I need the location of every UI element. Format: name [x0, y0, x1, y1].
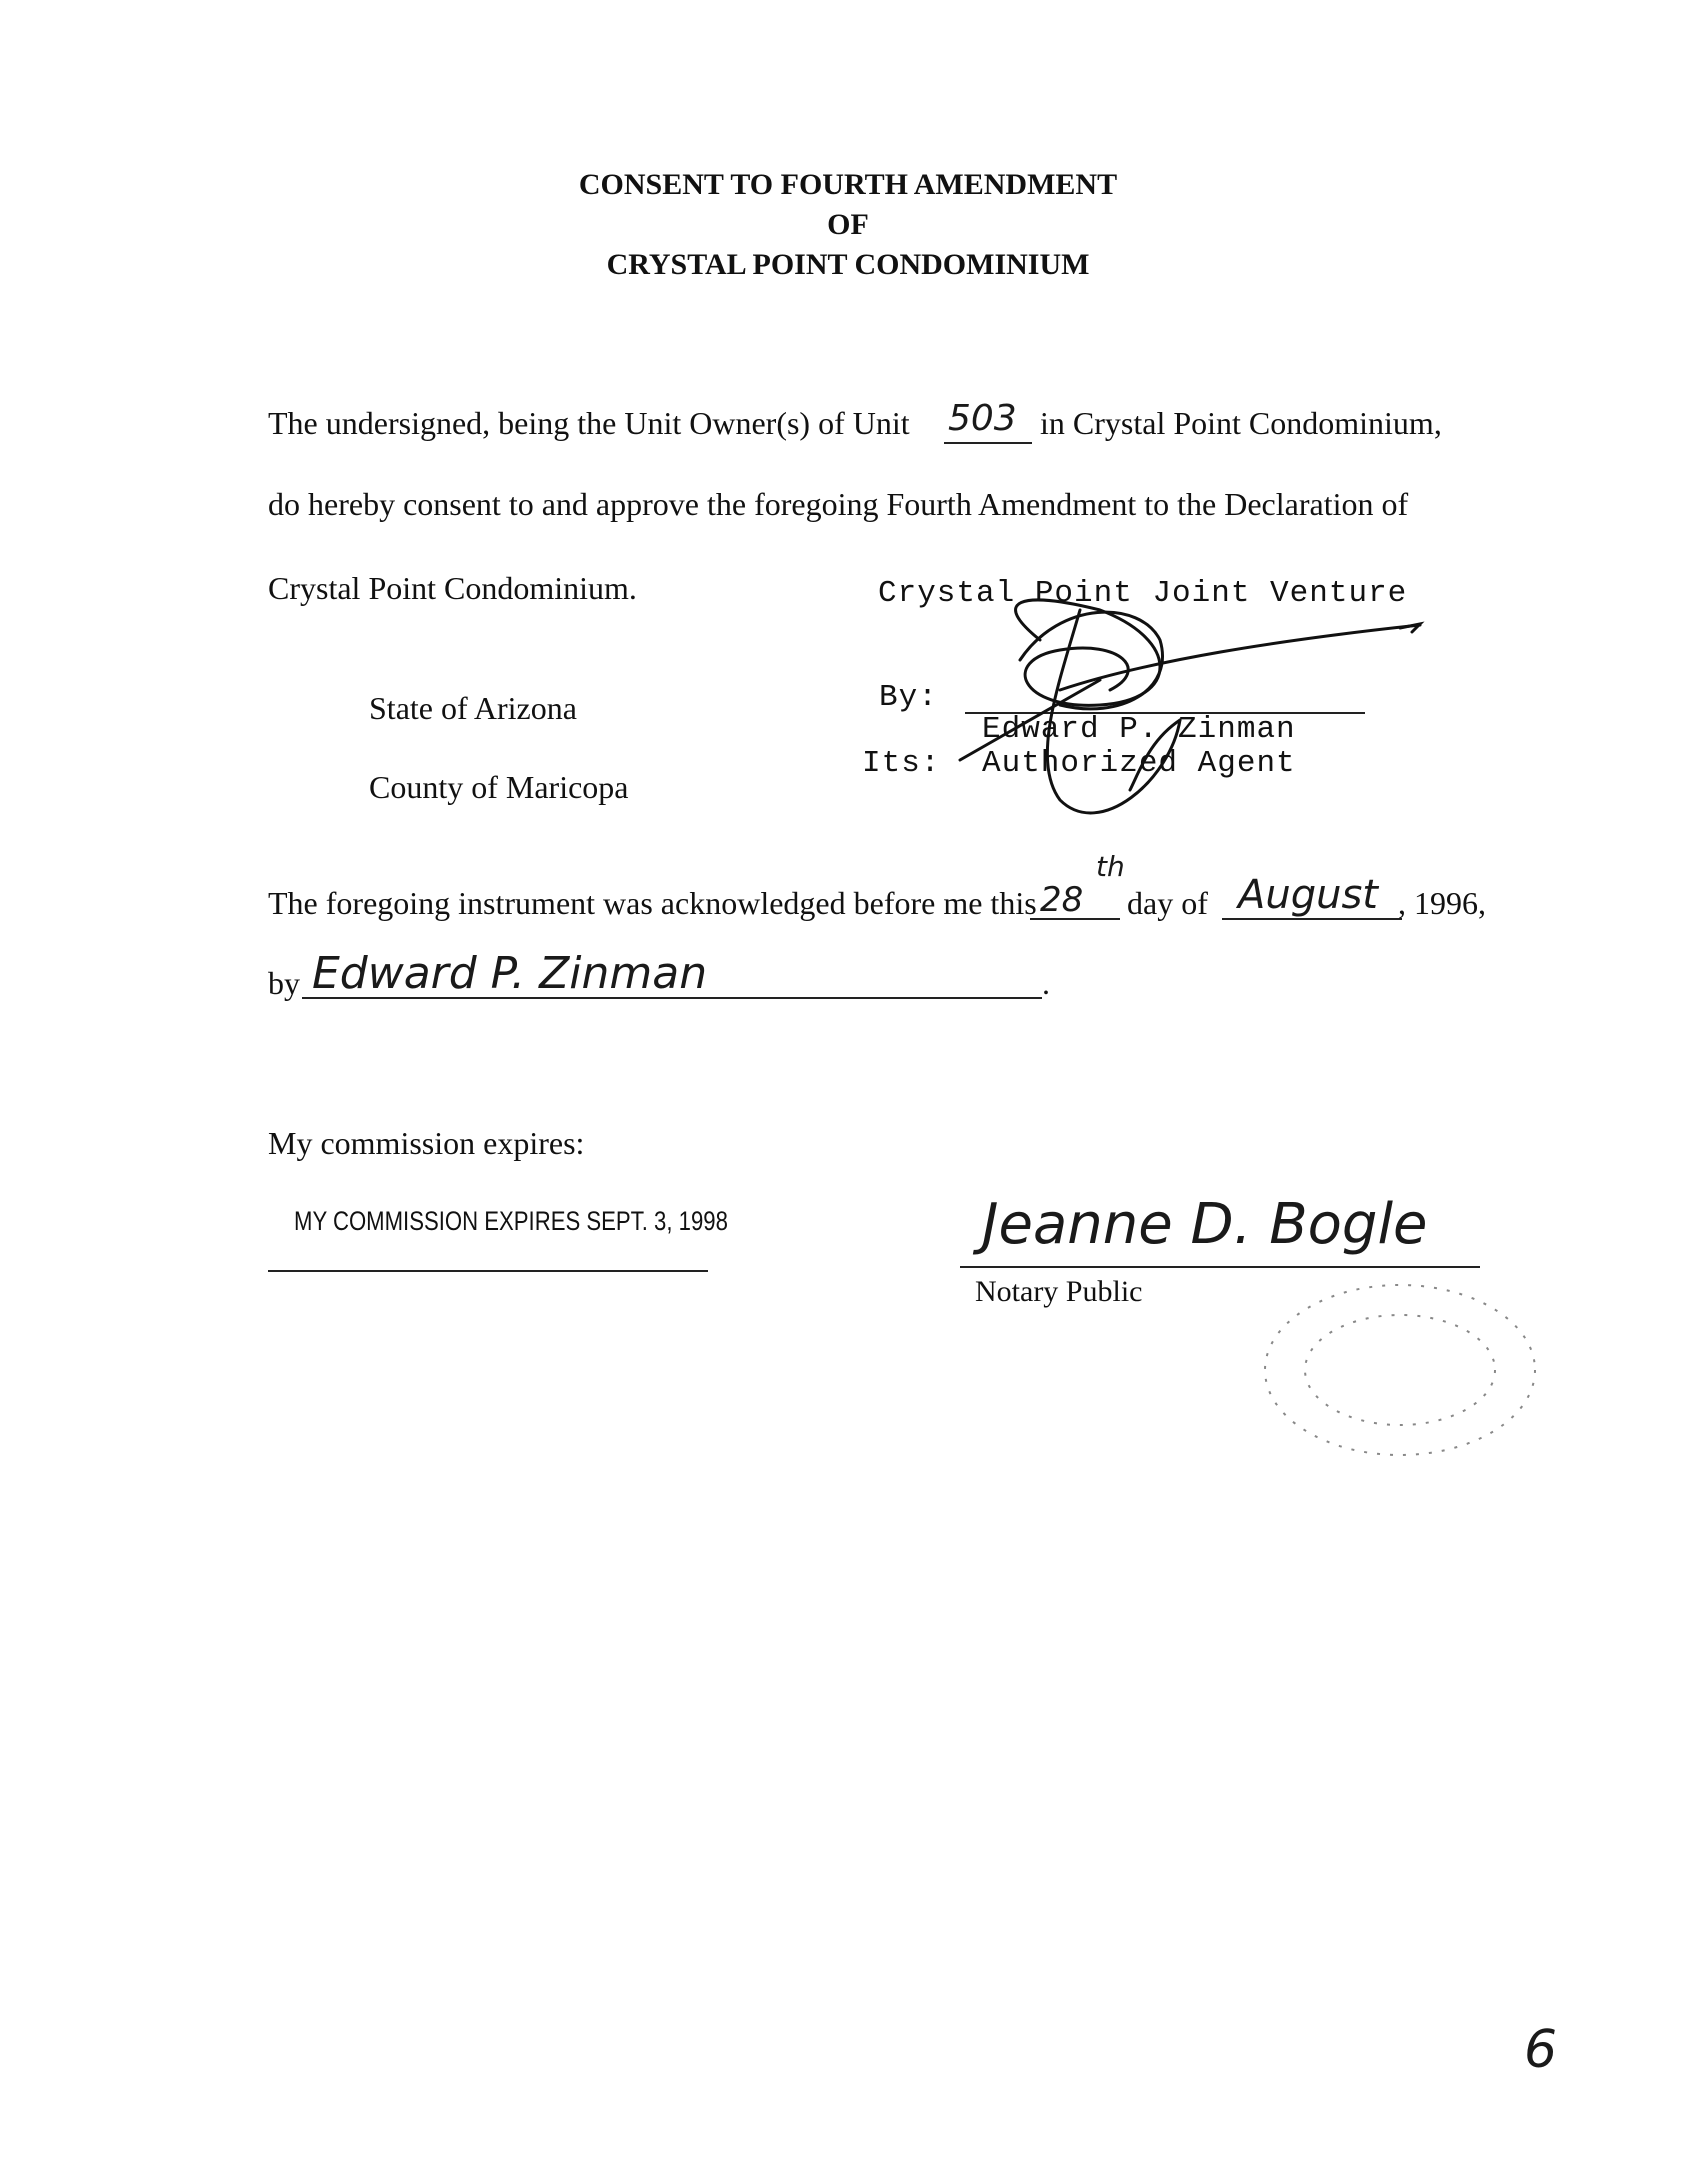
ack-day-suffix-handwritten: th: [1096, 850, 1125, 883]
title-line-1: CONSENT TO FOURTH AMENDMENT: [578, 168, 1118, 201]
acknowledgment-text-pre: The foregoing instrument was acknowledged before me this: [268, 885, 1037, 921]
commission-stamp: MY COMMISSION EXPIRES SEPT. 3, 1998: [294, 1206, 728, 1236]
ack-month-handwritten: August: [1238, 872, 1378, 918]
ack-day-underline: [1030, 918, 1120, 920]
by-label: By:: [879, 680, 938, 715]
unit-number-handwritten: 503: [948, 398, 1017, 439]
signer-title: Authorized Agent: [982, 746, 1296, 781]
entity-name: Crystal Point Joint Venture: [878, 576, 1408, 611]
notary-signature-line: [960, 1266, 1480, 1268]
notary-signature-handwritten: Jeanne D. Bogle: [982, 1192, 1428, 1257]
signer-name: Edward P. Zinman: [982, 712, 1296, 747]
state-of-arizona: State of Arizona: [369, 690, 577, 726]
commission-line: [268, 1270, 708, 1272]
notary-public-label: Notary Public: [975, 1275, 1143, 1308]
ack-day-handwritten: 28: [1040, 880, 1084, 920]
ack-month-underline: [1222, 918, 1402, 920]
its-label: Its:: [862, 746, 941, 781]
commission-label: My commission expires:: [268, 1125, 585, 1161]
consent-line-2: do hereby consent to and approve the foregoing Fourth Amendment to the Declaration of: [268, 486, 1409, 522]
county-of-maricopa: County of Maricopa: [369, 769, 629, 805]
ack-year-text: , 1996,: [1398, 885, 1486, 921]
ack-by-name-handwritten: Edward P. Zinman: [312, 948, 708, 999]
ack-by-label: by: [268, 965, 300, 1001]
page-mark-handwritten: 6: [1524, 2020, 1558, 2080]
notary-seal: [1250, 1270, 1550, 1470]
title-line-3: CRYSTAL POINT CONDOMINIUM: [606, 248, 1090, 281]
ack-by-underline: [302, 997, 1042, 999]
ack-by-end: .: [1042, 965, 1050, 1001]
ack-day-of-text: day of: [1127, 885, 1208, 921]
title-line-2: OF: [827, 208, 869, 241]
consent-line-3: Crystal Point Condominium.: [268, 570, 637, 606]
consent-line-1-pre: The undersigned, being the Unit Owner(s) of Unit: [268, 405, 910, 441]
consent-line-1-post: in Crystal Point Condominium,: [1040, 405, 1442, 441]
